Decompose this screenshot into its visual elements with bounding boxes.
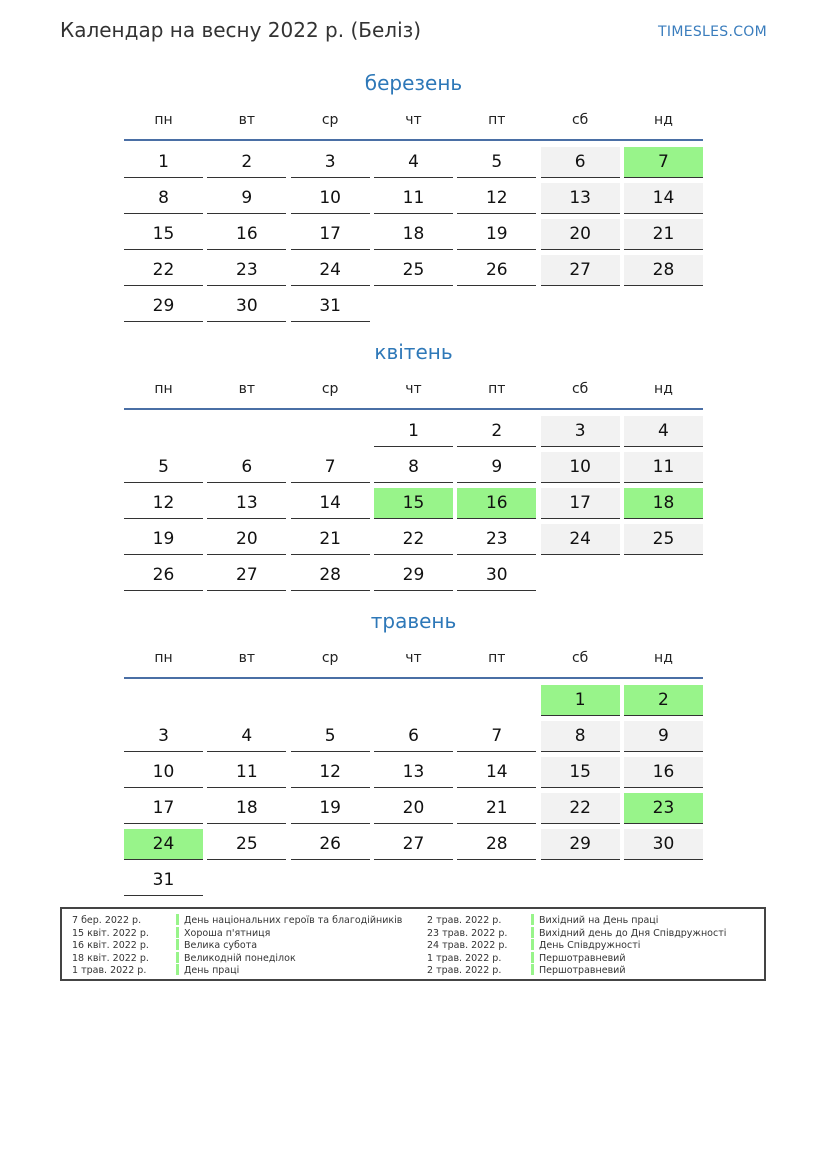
weekday-label: ср [321, 650, 339, 666]
holiday-color-marker [531, 914, 534, 925]
weekday-header [124, 646, 703, 670]
month-name: березень [364, 71, 463, 95]
weekday-label: нд [654, 650, 673, 666]
day-cell: 17 [541, 488, 620, 519]
day-cell: 30 [457, 560, 536, 591]
day-cell: 21 [457, 793, 536, 824]
legend-row [427, 952, 726, 965]
holiday-color-marker [531, 964, 534, 975]
empty-cell [207, 685, 286, 716]
day-cell: 20 [541, 219, 620, 250]
header-divider [124, 677, 703, 679]
day-cell: 28 [457, 829, 536, 860]
holiday-color-marker [531, 939, 534, 950]
weekday-label: пт [488, 650, 506, 666]
day-cell: 26 [457, 255, 536, 286]
day-cell: 27 [374, 829, 453, 860]
day-cell: 2 [457, 416, 536, 447]
weekday-label: нд [654, 112, 673, 128]
weekday-label: ср [321, 112, 339, 128]
day-cell: 8 [541, 721, 620, 752]
day-cell: 16 [207, 219, 286, 250]
holiday-name: День праці [184, 965, 240, 976]
day-cell: 6 [374, 721, 453, 752]
weekday-label: чт [405, 650, 422, 666]
day-cell: 25 [207, 829, 286, 860]
holiday-color-marker [176, 927, 179, 938]
day-cell: 3 [124, 721, 203, 752]
empty-cell [291, 685, 370, 716]
day-cell: 29 [124, 291, 203, 322]
day-cell: 10 [124, 757, 203, 788]
legend-row [72, 914, 402, 927]
weekday-label: вт [238, 112, 256, 128]
day-cell: 21 [624, 219, 703, 250]
empty-cell [124, 685, 203, 716]
day-cell: 27 [541, 255, 620, 286]
legend-row [72, 927, 402, 940]
holiday-day-cell: 1 [541, 685, 620, 716]
day-cell: 18 [207, 793, 286, 824]
day-cell: 28 [291, 560, 370, 591]
day-cell: 22 [124, 255, 203, 286]
day-cell: 14 [624, 183, 703, 214]
day-cell: 4 [207, 721, 286, 752]
day-cell: 12 [291, 757, 370, 788]
month-may [124, 606, 703, 896]
day-cell: 11 [374, 183, 453, 214]
day-cell: 4 [624, 416, 703, 447]
holiday-date: 7 бер. 2022 р. [72, 915, 142, 926]
day-cell: 8 [374, 452, 453, 483]
weekday-label: нд [654, 381, 673, 397]
holiday-day-cell: 16 [457, 488, 536, 519]
empty-cell [291, 416, 370, 447]
holiday-name: Велика субота [184, 940, 258, 951]
day-cell: 1 [124, 147, 203, 178]
empty-cell [207, 416, 286, 447]
day-cell: 25 [374, 255, 453, 286]
day-cell: 13 [207, 488, 286, 519]
holiday-name: Вихідний на День праці [539, 915, 659, 926]
day-cell: 5 [457, 147, 536, 178]
holiday-day-cell: 15 [374, 488, 453, 519]
day-cell: 22 [374, 524, 453, 555]
holiday-name: Хороша п'ятниця [184, 927, 271, 939]
day-cell: 27 [207, 560, 286, 591]
holiday-date: 1 трав. 2022 р. [427, 952, 502, 964]
weekday-label: сб [571, 650, 589, 666]
holiday-color-marker [176, 939, 179, 950]
day-cell: 29 [374, 560, 453, 591]
day-cell: 29 [541, 829, 620, 860]
holiday-name: День Співдружності [539, 940, 641, 951]
weekday-header [124, 377, 703, 401]
legend-row [72, 952, 402, 965]
header-divider [124, 408, 703, 410]
holiday-date: 18 квіт. 2022 р. [72, 952, 149, 964]
month-march [124, 68, 703, 322]
day-cell: 30 [207, 291, 286, 322]
holiday-date: 2 трав. 2022 р. [427, 965, 502, 976]
month-name: квітень [374, 340, 453, 364]
day-cell: 5 [124, 452, 203, 483]
holiday-day-cell: 7 [624, 147, 703, 178]
day-cell: 15 [541, 757, 620, 788]
legend-row [72, 964, 402, 977]
day-cell: 24 [291, 255, 370, 286]
day-cell: 4 [374, 147, 453, 178]
weekday-label: чт [405, 112, 422, 128]
page-title: Календар на весну 2022 р. (Беліз) [60, 18, 422, 42]
day-grid [124, 147, 703, 322]
day-cell: 9 [624, 721, 703, 752]
weekday-label: пн [154, 112, 173, 128]
holiday-day-cell: 23 [624, 793, 703, 824]
holiday-color-marker [176, 964, 179, 975]
day-cell: 2 [207, 147, 286, 178]
holiday-name: Першотравневий [539, 965, 626, 976]
day-cell: 13 [374, 757, 453, 788]
weekday-label: пн [154, 381, 173, 397]
holiday-date: 15 квіт. 2022 р. [72, 927, 149, 939]
day-cell: 9 [207, 183, 286, 214]
day-cell: 26 [124, 560, 203, 591]
holiday-date: 1 трав. 2022 р. [72, 965, 147, 976]
day-cell: 5 [291, 721, 370, 752]
weekday-label: пн [154, 650, 173, 666]
day-grid [124, 416, 703, 591]
legend-row [427, 927, 726, 940]
day-cell: 3 [541, 416, 620, 447]
legend-row [72, 939, 402, 952]
day-cell: 7 [457, 721, 536, 752]
day-cell: 9 [457, 452, 536, 483]
day-cell: 13 [541, 183, 620, 214]
day-cell: 18 [374, 219, 453, 250]
legend-column-right [427, 914, 726, 977]
day-cell: 11 [207, 757, 286, 788]
day-cell: 19 [457, 219, 536, 250]
weekday-label: пт [488, 381, 506, 397]
day-cell: 23 [457, 524, 536, 555]
empty-cell [457, 685, 536, 716]
holiday-day-cell: 24 [124, 829, 203, 860]
empty-cell [374, 685, 453, 716]
holiday-date: 23 трав. 2022 р. [427, 927, 508, 939]
weekday-label: сб [571, 112, 589, 128]
holiday-legend [60, 907, 766, 981]
holiday-date: 2 трав. 2022 р. [427, 915, 502, 926]
day-cell: 22 [541, 793, 620, 824]
day-grid [124, 685, 703, 896]
legend-row [427, 914, 726, 927]
day-cell: 12 [124, 488, 203, 519]
holiday-name: День національних героїв та благодійників [184, 915, 403, 926]
day-cell: 25 [624, 524, 703, 555]
legend-row [427, 939, 726, 952]
holiday-name: Першотравневий [539, 952, 626, 964]
day-cell: 31 [124, 865, 203, 896]
day-cell: 14 [291, 488, 370, 519]
day-cell: 24 [541, 524, 620, 555]
weekday-label: вт [238, 650, 256, 666]
day-cell: 30 [624, 829, 703, 860]
day-cell: 15 [124, 219, 203, 250]
weekday-header [124, 108, 703, 132]
holiday-name: Вихідний день до Дня Співдружності [539, 927, 727, 939]
day-cell: 3 [291, 147, 370, 178]
holiday-date: 16 квіт. 2022 р. [72, 940, 149, 951]
legend-column-left [72, 914, 402, 977]
day-cell: 17 [124, 793, 203, 824]
day-cell: 19 [124, 524, 203, 555]
holiday-day-cell: 18 [624, 488, 703, 519]
weekday-label: вт [238, 381, 256, 397]
holiday-color-marker [531, 927, 534, 938]
day-cell: 19 [291, 793, 370, 824]
day-cell: 8 [124, 183, 203, 214]
header-divider [124, 139, 703, 141]
day-cell: 21 [291, 524, 370, 555]
weekday-label: пт [488, 112, 506, 128]
day-cell: 16 [624, 757, 703, 788]
holiday-color-marker [176, 952, 179, 963]
day-cell: 12 [457, 183, 536, 214]
holiday-color-marker [531, 952, 534, 963]
weekday-label: чт [405, 381, 422, 397]
holiday-color-marker [176, 914, 179, 925]
day-cell: 28 [624, 255, 703, 286]
day-cell: 7 [291, 452, 370, 483]
holiday-name: Великодній понеділок [184, 952, 296, 964]
day-cell: 10 [541, 452, 620, 483]
day-cell: 26 [291, 829, 370, 860]
holiday-date: 24 трав. 2022 р. [427, 940, 508, 951]
month-april [124, 337, 703, 591]
day-cell: 23 [207, 255, 286, 286]
day-cell: 17 [291, 219, 370, 250]
day-cell: 6 [207, 452, 286, 483]
day-cell: 20 [207, 524, 286, 555]
weekday-label: ср [321, 381, 339, 397]
month-name: травень [370, 609, 457, 633]
day-cell: 31 [291, 291, 370, 322]
weekday-label: сб [571, 381, 589, 397]
empty-cell [124, 416, 203, 447]
legend-row [427, 964, 726, 977]
day-cell: 1 [374, 416, 453, 447]
day-cell: 20 [374, 793, 453, 824]
holiday-day-cell: 2 [624, 685, 703, 716]
site-link[interactable]: TIMESLES.COM [658, 24, 767, 40]
day-cell: 11 [624, 452, 703, 483]
day-cell: 6 [541, 147, 620, 178]
day-cell: 14 [457, 757, 536, 788]
day-cell: 10 [291, 183, 370, 214]
